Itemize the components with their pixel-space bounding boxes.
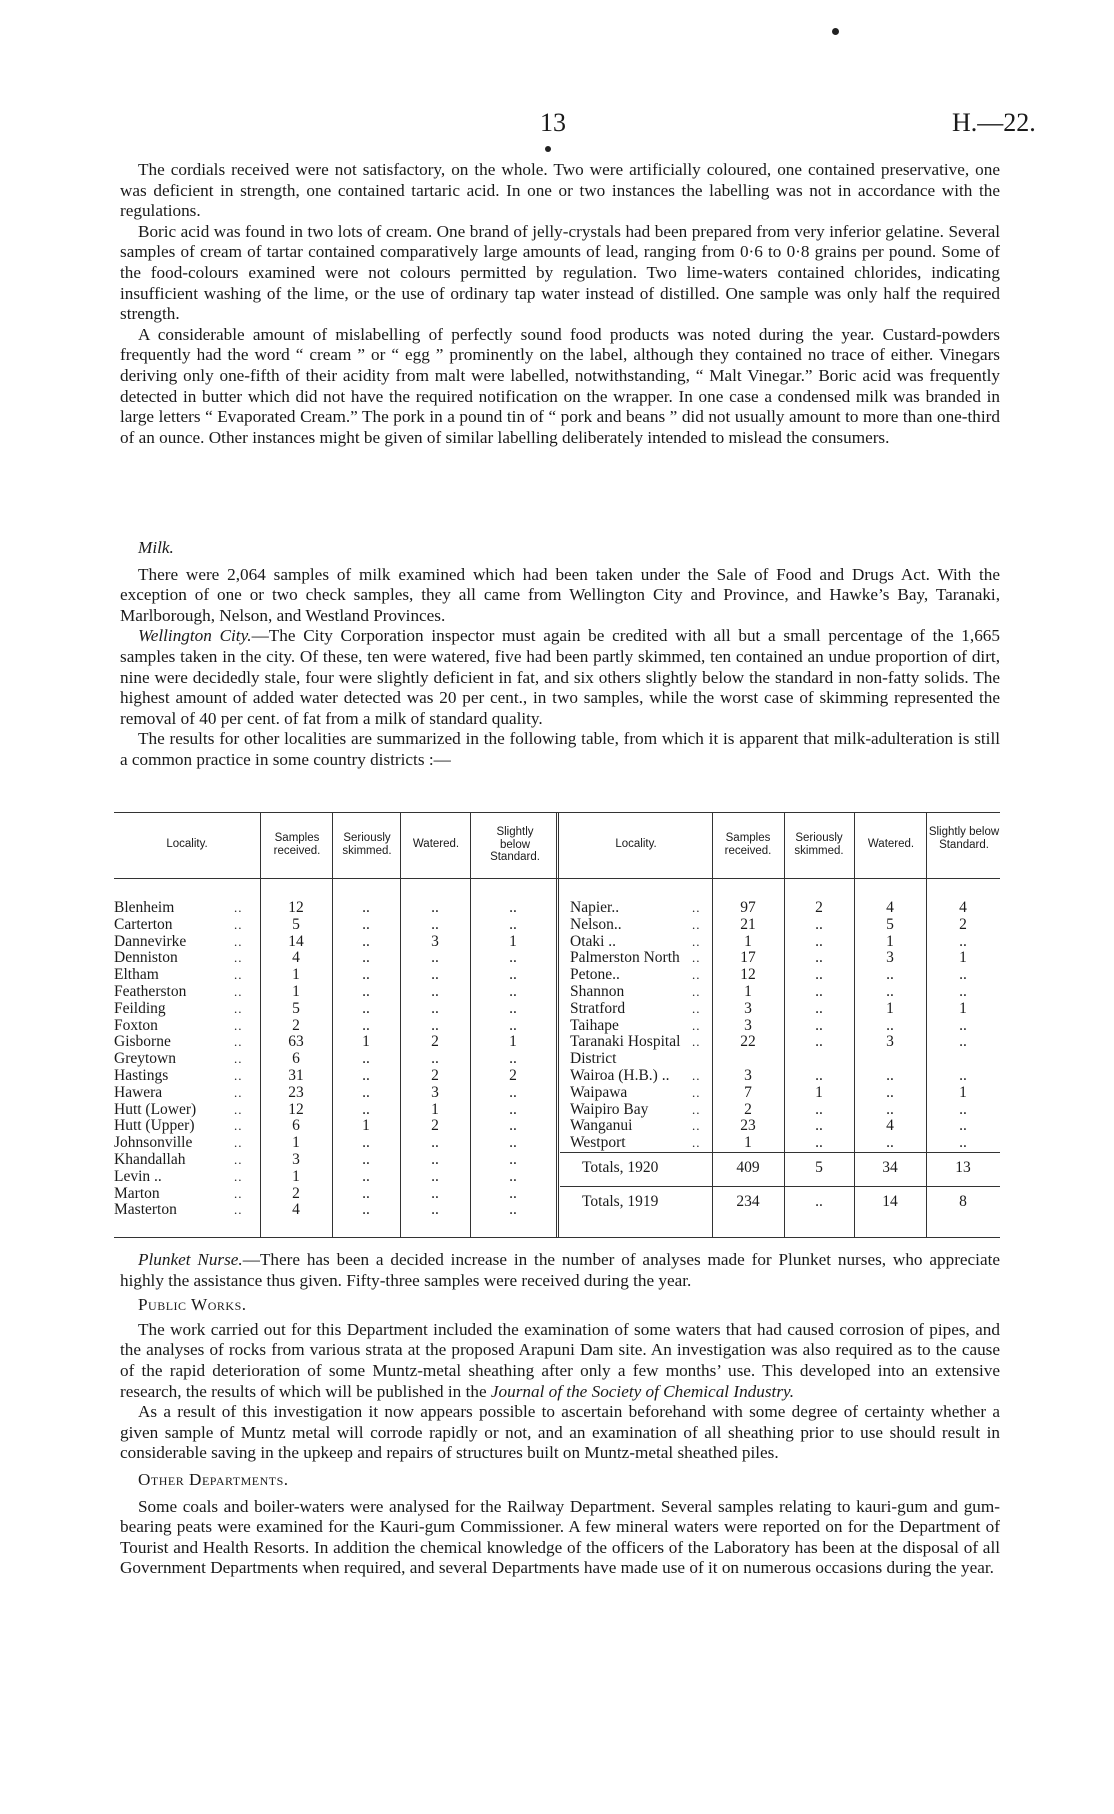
paragraph: Some coals and boiler-waters were analysed for the Railway Department. Several samples relating to kauri-gum and gum-bearing peats were examined for the Kauri-gum Commissioner. A few mineral waters were reported on for the Department of Tourist and Health Resorts. In addition the chemical knowledge of the officers of the Laboratory has been at the disposal of all Government Departments when required, and several Departments have made use of it on numerous occasions during the year. xyxy=(120,1496,1000,1578)
leader-dots: .. xyxy=(234,1168,243,1184)
leader-dots: .. xyxy=(234,900,243,915)
totals-value: 34 xyxy=(882,1159,898,1176)
value-cell: .. xyxy=(509,1167,517,1185)
value-cell: 1 xyxy=(292,983,300,1000)
totals-label: Totals, 1920 xyxy=(582,1159,659,1176)
value-cell: .. xyxy=(886,1067,894,1084)
value-cell: .. xyxy=(362,999,370,1017)
value-cell: .. xyxy=(362,1151,370,1168)
column-header: Seriously skimmed. xyxy=(794,832,844,857)
value-cell: 12 xyxy=(288,1100,304,1118)
value-cell: .. xyxy=(431,1151,439,1168)
value-cell: 3 xyxy=(431,932,439,950)
leader-dots: .. xyxy=(234,1084,243,1100)
locality-cell: Carterton xyxy=(114,915,173,933)
value-cell: .. xyxy=(362,1100,370,1118)
leader-dots: .. xyxy=(234,950,243,966)
value-cell: 1 xyxy=(509,932,517,950)
value-cell: .. xyxy=(815,932,823,950)
table-row xyxy=(114,1001,1000,1018)
value-cell: .. xyxy=(959,1016,967,1034)
value-cell: .. xyxy=(509,899,517,916)
value-cell: 2 xyxy=(292,1184,300,1202)
value-cell: .. xyxy=(509,1083,517,1101)
value-cell: .. xyxy=(815,983,823,1000)
value-cell: 1 xyxy=(292,966,300,984)
table-row xyxy=(114,967,1000,984)
value-cell: 1 xyxy=(292,1134,300,1152)
locality-cell: Eltham xyxy=(114,966,159,984)
value-cell: .. xyxy=(815,1033,823,1051)
value-cell: .. xyxy=(509,949,517,967)
value-cell: 97 xyxy=(740,899,756,916)
value-cell: 17 xyxy=(740,949,756,967)
paragraph: As a result of this investigation it now appears possible to ascertain beforehand with some degree of certainty whether a given sample of Muntz metal will corrode rapidly or not, and an examination of all sheathing prior to use should result in considerable saving in the upkeep and repairs of structures built on Muntz-metal sheathed piles. xyxy=(120,1402,1000,1463)
value-cell: .. xyxy=(959,1033,967,1051)
value-cell: .. xyxy=(509,1117,517,1135)
value-cell: .. xyxy=(431,949,439,967)
value-cell: 23 xyxy=(288,1083,304,1101)
locality-cell: Waipiro Bay xyxy=(570,1100,649,1118)
totals-row xyxy=(114,1194,1000,1211)
value-cell: 31 xyxy=(288,1067,304,1084)
value-cell: 21 xyxy=(740,915,756,933)
column-header: Slightly below Standard. xyxy=(490,826,540,863)
locality-cell: District xyxy=(570,1050,617,1068)
value-cell: 1 xyxy=(362,1033,370,1051)
value-cell: .. xyxy=(362,1134,370,1152)
value-cell: 1 xyxy=(886,999,894,1017)
locality-cell: Petone.. xyxy=(570,966,620,984)
value-cell: 23 xyxy=(740,1117,756,1135)
leader-dots: .. xyxy=(234,916,243,932)
leader-dots: .. xyxy=(234,1118,243,1134)
value-cell: 2 xyxy=(744,1100,752,1118)
locality-cell: Greytown xyxy=(114,1050,176,1068)
value-cell: .. xyxy=(959,1100,967,1118)
leader-dots: .. xyxy=(234,933,243,949)
paragraph xyxy=(120,1320,1000,1402)
column-header: Samples received. xyxy=(273,832,321,857)
value-cell: 3 xyxy=(292,1151,300,1168)
value-cell: .. xyxy=(362,949,370,967)
totals-label: Totals, 1919 xyxy=(582,1193,659,1210)
value-cell: 3 xyxy=(744,1067,752,1084)
leader-dots: .. xyxy=(692,1135,701,1151)
text-after-table xyxy=(120,1250,1000,1579)
leader-dots: .. xyxy=(234,1034,243,1050)
locality-cell: Napier.. xyxy=(570,899,620,916)
value-cell: .. xyxy=(959,983,967,1000)
value-cell: .. xyxy=(509,1050,517,1068)
locality-cell: Khandallah xyxy=(114,1151,186,1168)
paragraph-text: The work carried out for this Department included the examination of some waters that had caused corrosion of pipes, and the analyses of rocks from various strata at the proposed Arapuni Dam site. An investigation was also required as to the cause of the rapid deterioration of some Muntz-metal sheathing after only a few months’ use. This developed into an extensive research, the results of which will be published in the xyxy=(120,1319,1000,1401)
value-cell: 3 xyxy=(744,1016,752,1034)
value-cell: 63 xyxy=(288,1033,304,1051)
leader-dots: .. xyxy=(234,1152,243,1167)
value-cell: .. xyxy=(509,1016,517,1034)
column-header: Locality. xyxy=(615,838,657,850)
page-number: 13 xyxy=(540,108,566,137)
locality-cell: Levin .. xyxy=(114,1167,162,1185)
value-cell: .. xyxy=(362,966,370,984)
value-cell: 14 xyxy=(288,932,304,950)
locality-cell: Gisborne xyxy=(114,1033,171,1051)
value-cell: 1 xyxy=(744,932,752,950)
paragraph-lead: Plunket Nurse. xyxy=(138,1250,243,1269)
value-cell: .. xyxy=(362,1201,370,1219)
value-cell: .. xyxy=(886,966,894,984)
paragraph-text: —The City Corporation inspector must again be credited with all but a small percentage of the 1,665 samples taken in the city. Of these, ten were watered, five had been partly skimmed, ten contained an undue proportion of dirt, nine were decidedly stale, four were slightly deficient in fat, and six others slightly below the standard in non-fatty solids. The highest amount of added water detected was 20 per cent., in two samples, while the worst case of skimming represented the removal of 40 per cent. of fat from a milk of standard quality. xyxy=(120,626,1000,728)
leader-dots: .. xyxy=(234,984,243,999)
value-cell: 1 xyxy=(509,1033,517,1051)
totals-value: 14 xyxy=(882,1193,898,1210)
value-cell: .. xyxy=(431,1167,439,1185)
ink-speck xyxy=(545,146,551,152)
value-cell: 3 xyxy=(431,1083,439,1101)
value-cell: .. xyxy=(362,899,370,916)
leader-dots: .. xyxy=(234,1202,243,1218)
value-cell: 2 xyxy=(815,899,823,916)
value-cell: .. xyxy=(431,983,439,1000)
value-cell: 4 xyxy=(886,1117,894,1135)
value-cell: 1 xyxy=(815,1083,823,1101)
value-cell: .. xyxy=(886,1016,894,1034)
value-cell: .. xyxy=(431,1201,439,1219)
value-cell: .. xyxy=(886,1134,894,1152)
locality-cell: Featherston xyxy=(114,983,187,1000)
locality-cell: Shannon xyxy=(570,983,625,1000)
locality-cell: Taranaki Hospital xyxy=(570,1033,681,1051)
value-cell: .. xyxy=(362,1184,370,1202)
value-cell: 1 xyxy=(362,1117,370,1135)
value-cell: .. xyxy=(815,999,823,1017)
value-cell: .. xyxy=(509,1201,517,1219)
leader-dots: .. xyxy=(692,1118,701,1134)
leader-dots: .. xyxy=(692,1068,701,1083)
value-cell: .. xyxy=(815,1016,823,1034)
totals-value: 5 xyxy=(815,1159,823,1176)
locality-cell: Marton xyxy=(114,1184,160,1202)
document-reference: H.—22. xyxy=(952,108,1036,137)
locality-cell: Wanganui xyxy=(570,1117,633,1135)
leader-dots: .. xyxy=(234,1101,243,1117)
leader-dots: .. xyxy=(692,1017,701,1033)
leader-dots: .. xyxy=(692,1034,701,1050)
paragraph: A considerable amount of mislabelling of perfectly sound food products was noted during the year. Custard-powders frequently had the word “ cream ” or “ egg ” prominently on the label, although they contained no trace of either. Vinegars deriving only one-fifth of their acidity from malt were labelled, notwithstanding, “ Malt Vinegar.” Boric acid was frequently detected in butter which did not have the required notification on the wrapper. In one case a condensed milk was branded in large letters “ Evaporated Cream.” The pork in a pound tin of “ pork and beans ” did not usually amount to more than one-third of an ounce. Other instances might be given of similar labelling deliberately intended to mislead the consumers. xyxy=(120,324,1000,447)
column-header: Samples received. xyxy=(724,832,772,857)
value-cell: .. xyxy=(431,1016,439,1034)
locality-cell: Foxton xyxy=(114,1016,158,1034)
value-cell: 4 xyxy=(959,899,967,916)
column-header: Watered. xyxy=(412,838,460,850)
value-cell: .. xyxy=(431,1184,439,1202)
value-cell: 1 xyxy=(959,1083,967,1101)
value-cell: .. xyxy=(431,899,439,916)
value-cell: 1 xyxy=(744,1134,752,1152)
leader-dots: .. xyxy=(692,900,701,915)
table-row xyxy=(114,1051,1000,1068)
value-cell: .. xyxy=(509,1151,517,1168)
leader-dots: .. xyxy=(234,1135,243,1151)
value-cell: 2 xyxy=(509,1067,517,1084)
leader-dots: .. xyxy=(234,1000,243,1016)
paragraph xyxy=(120,1250,1000,1291)
value-cell: 2 xyxy=(431,1033,439,1051)
leader-dots: .. xyxy=(692,1084,701,1100)
value-cell: .. xyxy=(509,983,517,1000)
totals-row xyxy=(114,1160,1000,1177)
table-row xyxy=(114,900,1000,917)
paragraph-lead: Wellington City. xyxy=(138,626,252,646)
locality-cell: Otaki .. xyxy=(570,932,617,950)
value-cell: .. xyxy=(362,1016,370,1034)
value-cell: .. xyxy=(815,915,823,933)
locality-cell: Taihape xyxy=(570,1016,619,1034)
value-cell: 5 xyxy=(292,915,300,933)
value-cell: .. xyxy=(886,983,894,1000)
value-cell: 1 xyxy=(959,949,967,967)
value-cell: .. xyxy=(815,1100,823,1118)
milk-section xyxy=(120,538,1000,771)
leader-dots: .. xyxy=(692,1000,701,1016)
value-cell: 2 xyxy=(959,915,967,933)
table-row xyxy=(114,1135,1000,1152)
value-cell: .. xyxy=(815,966,823,984)
totals-value: .. xyxy=(815,1193,823,1210)
locality-cell: Masterton xyxy=(114,1201,177,1219)
table-row xyxy=(114,917,1000,934)
value-cell: 4 xyxy=(292,949,300,967)
leader-dots: .. xyxy=(692,967,701,983)
table-row xyxy=(114,1018,1000,1035)
value-cell: .. xyxy=(362,983,370,1000)
table-row xyxy=(114,984,1000,1001)
table-row xyxy=(114,1068,1000,1085)
value-cell: .. xyxy=(815,1134,823,1152)
value-cell: .. xyxy=(509,1134,517,1152)
value-cell: 2 xyxy=(292,1016,300,1034)
column-header: Seriously skimmed. xyxy=(342,832,392,857)
column-header: Slightly below Standard. xyxy=(928,826,1000,851)
leader-dots: .. xyxy=(692,916,701,932)
locality-cell: Hutt (Upper) xyxy=(114,1117,195,1135)
value-cell: 1 xyxy=(744,983,752,1000)
locality-cell: Hawera xyxy=(114,1083,163,1101)
value-cell: .. xyxy=(815,949,823,967)
totals-value: 13 xyxy=(955,1159,971,1176)
value-cell: .. xyxy=(959,932,967,950)
value-cell: .. xyxy=(815,1117,823,1135)
milk-results-table xyxy=(114,812,1000,1238)
table-row xyxy=(114,1085,1000,1102)
paragraph-text: —There has been a decided increase in the number of analyses made for Plunket nurses, who appreciate highly the assistance thus given. Fifty-three samples were received during the year. xyxy=(120,1250,1000,1290)
value-cell: .. xyxy=(431,915,439,933)
leader-dots: .. xyxy=(692,950,701,966)
value-cell: .. xyxy=(431,966,439,984)
value-cell: 4 xyxy=(292,1201,300,1219)
value-cell: .. xyxy=(431,999,439,1017)
table-row xyxy=(114,1034,1000,1051)
value-cell: 3 xyxy=(744,999,752,1017)
journal-title: Journal of the Society of Chemical Industry. xyxy=(490,1381,794,1401)
locality-cell: Hutt (Lower) xyxy=(114,1100,197,1118)
locality-cell: Nelson.. xyxy=(570,915,622,933)
value-cell: .. xyxy=(362,1067,370,1084)
table-row xyxy=(114,1102,1000,1119)
paragraph xyxy=(120,626,1000,729)
table-row xyxy=(114,950,1000,967)
table-row xyxy=(114,934,1000,951)
leader-dots: .. xyxy=(234,1068,243,1083)
value-cell: 3 xyxy=(886,1033,894,1051)
value-cell: .. xyxy=(509,966,517,984)
column-header: Watered. xyxy=(867,838,915,850)
value-cell: 4 xyxy=(886,899,894,916)
value-cell: 12 xyxy=(740,966,756,984)
value-cell: 5 xyxy=(292,999,300,1017)
locality-cell: Hastings xyxy=(114,1067,169,1084)
value-cell: .. xyxy=(431,1134,439,1152)
leader-dots: .. xyxy=(234,1185,243,1201)
value-cell: .. xyxy=(815,1067,823,1084)
locality-cell: Palmerston North xyxy=(570,949,680,967)
locality-cell: Blenheim xyxy=(114,899,175,916)
value-cell: .. xyxy=(509,999,517,1017)
leader-dots: .. xyxy=(234,967,243,983)
paragraph: Boric acid was found in two lots of cream. One brand of jelly-crystals had been prepared from very inferior gelatine. Several samples of cream of tartar contained comparatively large amounts of lead, ranging from 0·6 to 0·8 grains per pound. Some of the food-colours examined were not colours permitted by regulation. Two lime-waters contained chlorides, indicating insufficient washing of the lime, or the use of ordinary tap water instead of distilled. One sample was only half the required strength. xyxy=(120,221,1000,324)
value-cell: .. xyxy=(509,1184,517,1202)
value-cell: .. xyxy=(362,1167,370,1185)
locality-cell: Wairoa (H.B.) .. xyxy=(570,1067,670,1084)
value-cell: .. xyxy=(509,915,517,933)
value-cell: 1 xyxy=(292,1167,300,1185)
value-cell: .. xyxy=(362,1083,370,1101)
value-cell: 2 xyxy=(431,1117,439,1135)
value-cell: .. xyxy=(959,1067,967,1084)
leader-dots: .. xyxy=(692,933,701,949)
value-cell: 7 xyxy=(744,1083,752,1101)
value-cell: 3 xyxy=(886,949,894,967)
value-cell: 5 xyxy=(886,915,894,933)
totals-value: 8 xyxy=(959,1193,967,1210)
column-header: Locality. xyxy=(166,838,208,850)
section-heading: Milk. xyxy=(138,538,174,557)
value-cell: .. xyxy=(886,1100,894,1118)
paragraph: There were 2,064 samples of milk examined which had been taken under the Sale of Food and Drugs Act. With the exception of one or two check samples, they all came from Wellington City and Province, and Hawke’s Bay, Taranaki, Marlborough, Nelson, and Westland Provinces. xyxy=(120,564,1000,625)
section-heading: Other Departments. xyxy=(138,1469,289,1489)
totals-value: 409 xyxy=(736,1159,760,1176)
locality-cell: Johnsonville xyxy=(114,1134,193,1152)
value-cell: .. xyxy=(959,966,967,984)
value-cell: 6 xyxy=(292,1117,300,1135)
leader-dots: .. xyxy=(692,984,701,999)
table-row xyxy=(114,1118,1000,1135)
value-cell: .. xyxy=(886,1083,894,1101)
value-cell: .. xyxy=(362,915,370,933)
value-cell: 1 xyxy=(959,999,967,1017)
paragraph: The cordials received were not satisfactory, on the whole. Two were artificially coloured, one contained preservative, one was deficient in strength, one contained tartaric acid. In one or two instances the labelling was not in accordance with the regulations. xyxy=(120,160,1000,221)
locality-cell: Dannevirke xyxy=(114,932,187,950)
value-cell: 6 xyxy=(292,1050,300,1068)
value-cell: 12 xyxy=(288,899,304,916)
leader-dots: .. xyxy=(234,1051,243,1067)
value-cell: .. xyxy=(959,1117,967,1135)
locality-cell: Feilding xyxy=(114,999,166,1017)
locality-cell: Westport xyxy=(570,1134,626,1152)
value-cell: .. xyxy=(431,1050,439,1068)
value-cell: .. xyxy=(362,932,370,950)
locality-cell: Waipawa xyxy=(570,1083,628,1101)
leader-dots: .. xyxy=(692,1101,701,1117)
value-cell: 22 xyxy=(740,1033,756,1051)
value-cell: 1 xyxy=(886,932,894,950)
value-cell: 1 xyxy=(431,1100,439,1118)
paragraph: The results for other localities are summarized in the following table, from which it is apparent that milk-adulteration is still a common practice in some country districts :— xyxy=(120,729,1000,769)
text-intro xyxy=(120,160,1000,448)
leader-dots: .. xyxy=(234,1017,243,1033)
value-cell: 2 xyxy=(431,1067,439,1084)
ink-speck xyxy=(832,28,839,35)
section-heading: Public Works. xyxy=(138,1295,247,1315)
value-cell: .. xyxy=(362,1050,370,1068)
locality-cell: Stratford xyxy=(570,999,626,1017)
value-cell: .. xyxy=(959,1134,967,1152)
totals-value: 234 xyxy=(736,1193,760,1210)
value-cell: .. xyxy=(509,1100,517,1118)
locality-cell: Denniston xyxy=(114,949,178,967)
